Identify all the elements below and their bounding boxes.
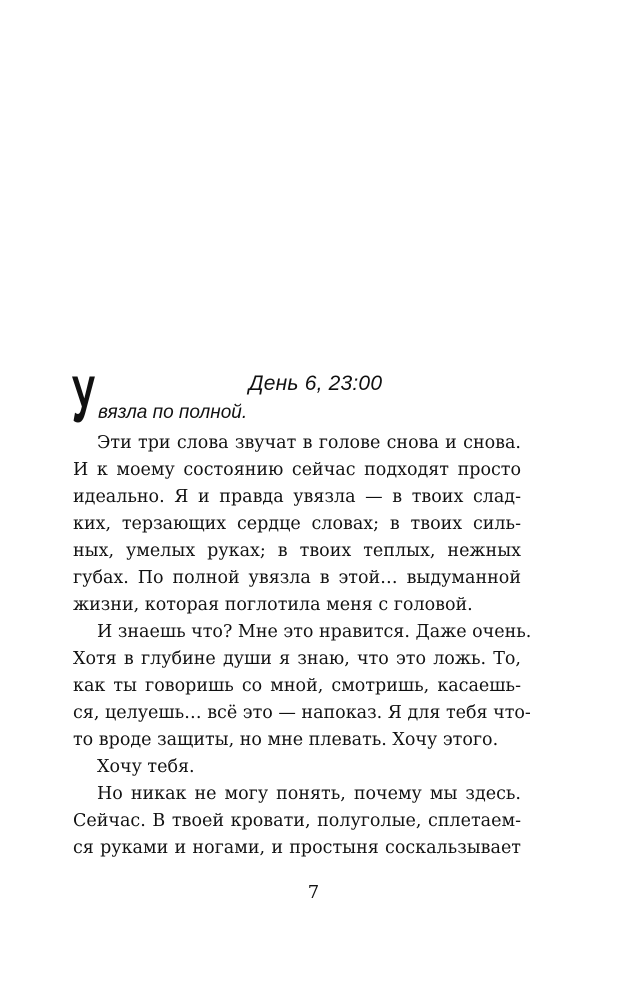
chapter-heading: День 6, 23:00 (248, 372, 383, 395)
paragraph-2 (73, 619, 532, 754)
text-line: И знаешь что? Мне это нравится. Даже очень. (97, 622, 532, 642)
text-line: губах. По полной увязла в этой… выдуманной (73, 568, 521, 588)
body-text (73, 430, 532, 862)
text-line: Эти три слова звучат в голове снова и снова. (97, 433, 521, 453)
text-line: ся, целуешь… всё это — напоказ. Я для тебя что- (73, 703, 531, 723)
text-line: Хочу тебя. (97, 757, 195, 777)
paragraph-1 (73, 430, 521, 619)
text-line: идеально. Я и правда увязла — в твоих слад- (73, 487, 521, 507)
text-line: ных, умелых руках; в твоих теплых, нежных (73, 541, 521, 561)
text-line: жизни, которая поглотила меня с головой. (73, 595, 473, 615)
paragraph-4 (73, 781, 521, 862)
text-line: И к моему состоянию сейчас подходят просто (73, 460, 521, 480)
text-line: как ты говоришь со мной, смотришь, касаешь- (73, 676, 521, 696)
page-number: 7 (307, 882, 320, 903)
text-line: Но никак не могу понять, почему мы здесь. (97, 784, 521, 804)
text-line: ких, терзающих сердце словах; в твоих силь- (73, 514, 521, 534)
text-line: ся руками и ногами, и простыня соскальзывает (73, 838, 521, 858)
text-line: то вроде защиты, но мне плевать. Хочу этого. (73, 730, 499, 750)
drop-cap: У (72, 362, 95, 436)
text-line: Хотя в глубине души я знаю, что это ложь. То, (73, 649, 521, 669)
text-line: Сейчас. В твоей кровати, полуголые, сплетаем- (73, 811, 521, 831)
paragraph-3 (73, 754, 521, 781)
first-line-text: вязла по полной. (98, 402, 248, 423)
